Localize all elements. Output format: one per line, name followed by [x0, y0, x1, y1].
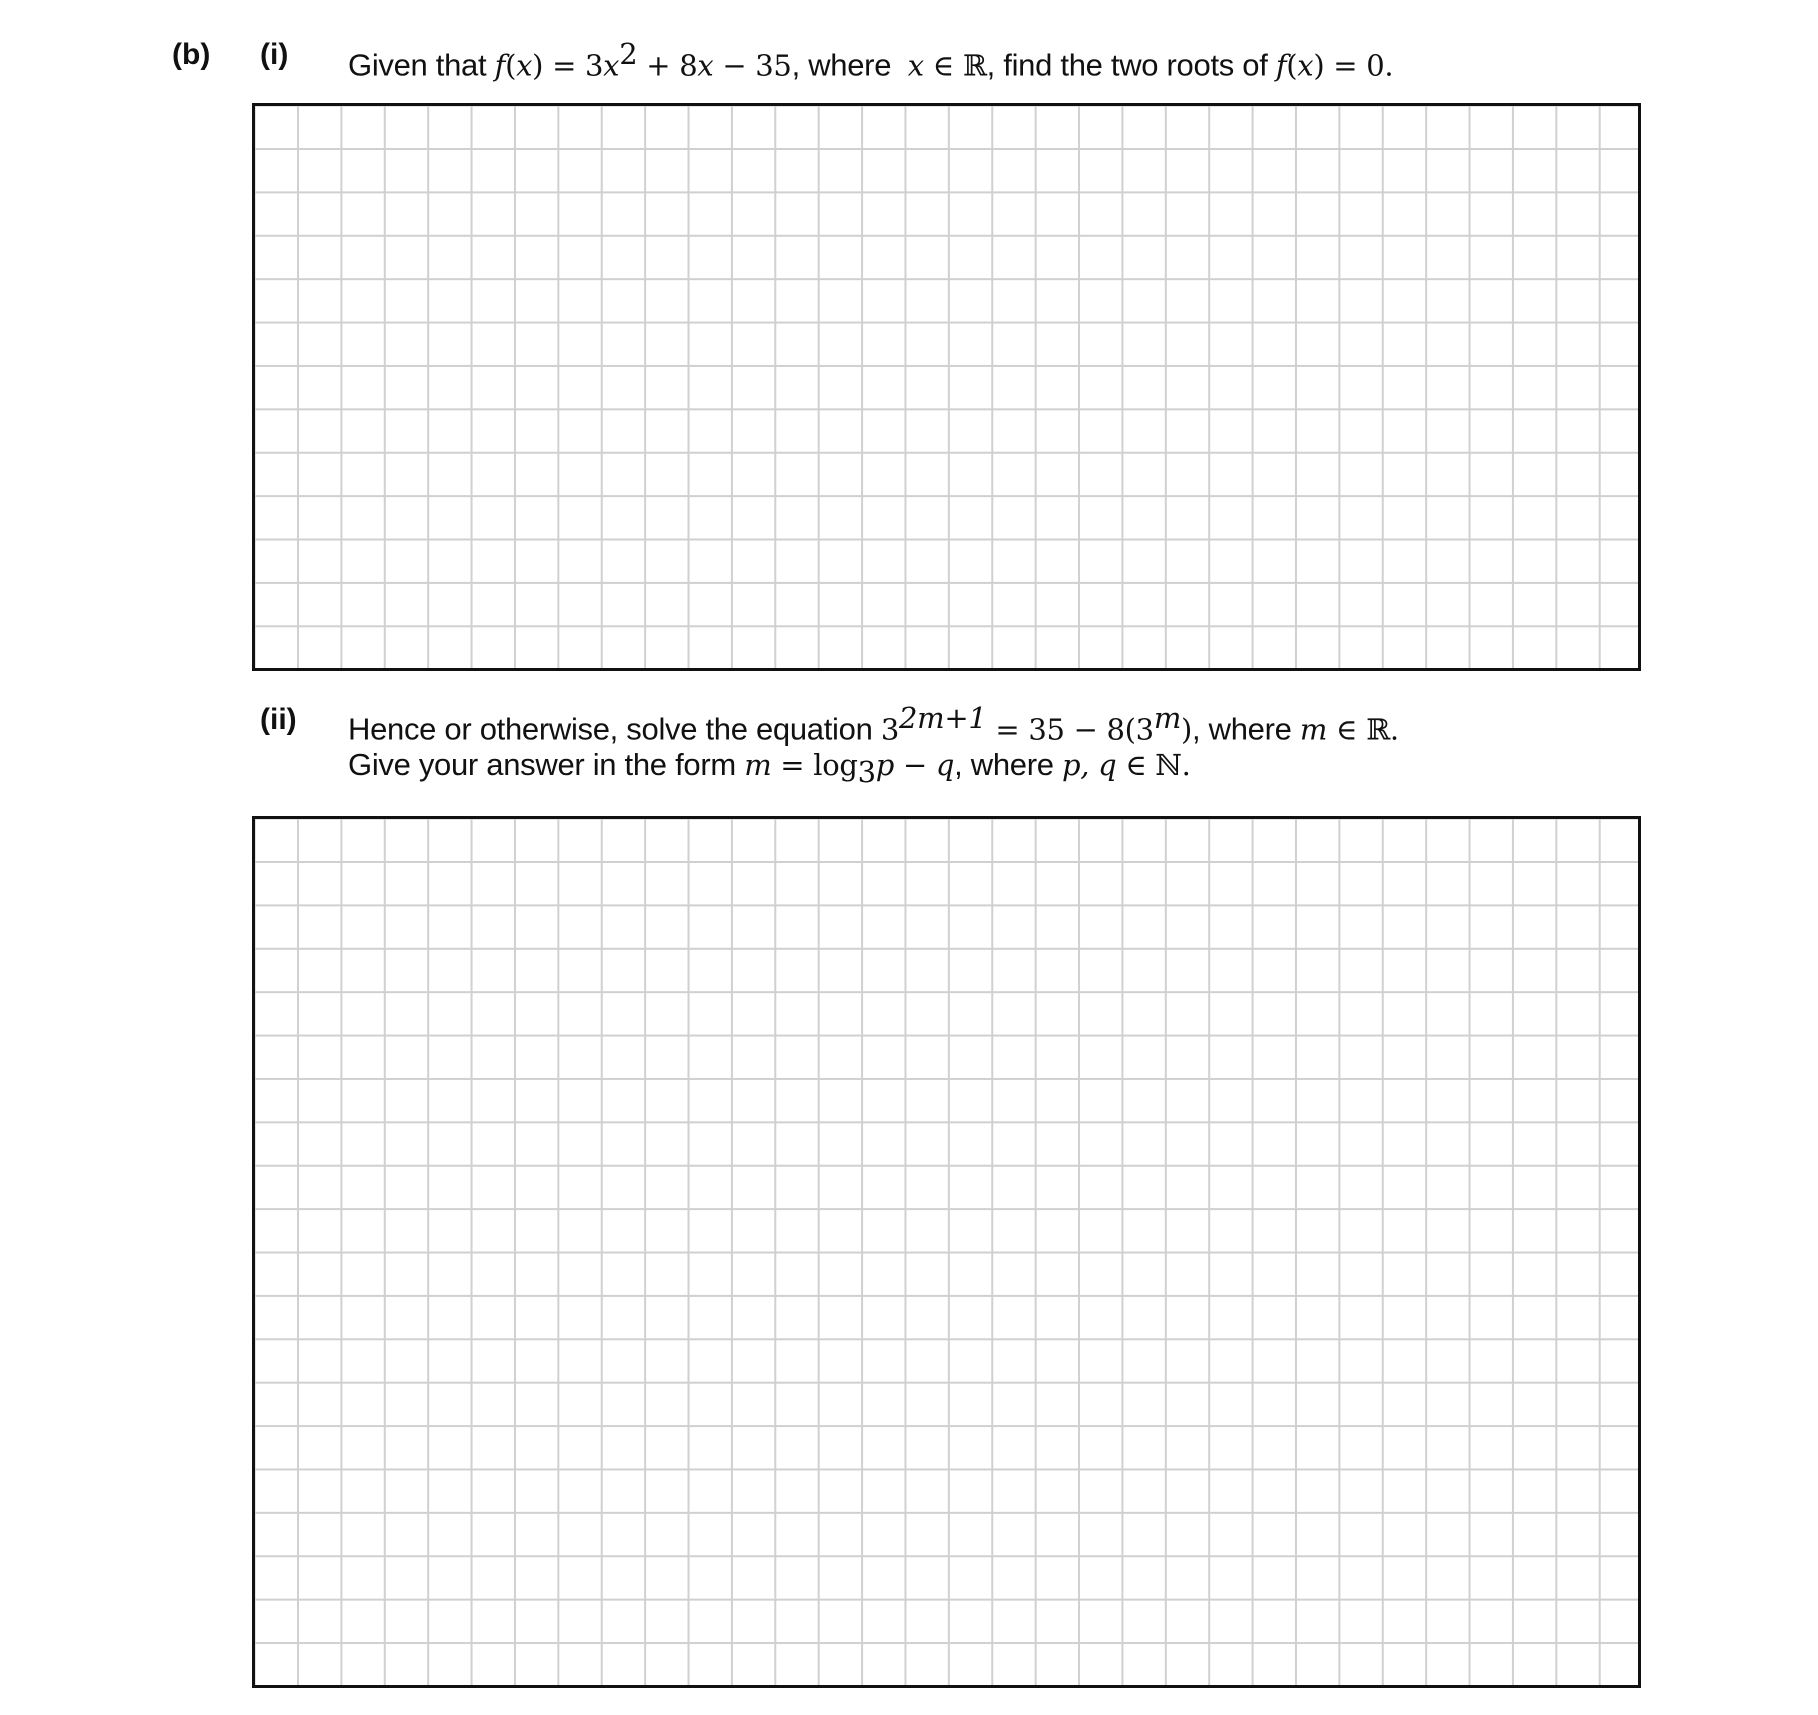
math-f: f [1275, 48, 1287, 83]
math-exp: m [1153, 701, 1182, 735]
math-f: f [494, 48, 506, 83]
question-i-text [348, 37, 1393, 83]
math-set: ∈ ℝ. [1327, 712, 1399, 747]
q-text: , find the two roots of [986, 47, 1276, 83]
q-text: Given that [348, 47, 495, 83]
math-x: x [907, 48, 924, 83]
math-x-paren: (x) [1286, 48, 1325, 83]
math-m: m [1299, 712, 1328, 747]
math-term: − 35 [713, 48, 792, 83]
q-text: , where [954, 747, 1063, 782]
answer-box-ii[interactable] [252, 816, 1641, 1688]
math-pq: p, q [1062, 748, 1117, 782]
math-base: 3 [880, 712, 900, 747]
math-rhs: = 35 − 8(3 [986, 712, 1154, 747]
math-log: = log [771, 748, 858, 782]
q-text: , where [791, 47, 900, 83]
math-minus: − [894, 748, 936, 782]
q-text: Give your answer in the form [348, 747, 745, 782]
math-set: ∈ ℝ [923, 48, 987, 83]
math-x-paren: (x) [505, 48, 544, 83]
q-text: Hence or otherwise, solve the equation [348, 711, 881, 747]
math-set: ∈ ℕ. [1116, 748, 1191, 782]
part-i-label: (i) [260, 38, 289, 71]
math-eq: = 0. [1324, 48, 1394, 83]
math-eq: = 3 [543, 48, 604, 83]
math-log-base: 3 [857, 755, 876, 790]
math-q: q [935, 748, 955, 782]
math-p: p [875, 748, 895, 782]
question-ii-line-2 [348, 747, 1191, 789]
math-paren: ) [1181, 712, 1193, 747]
math-x: x [697, 48, 714, 83]
math-exp: 2m+1 [899, 701, 987, 735]
math-exp: 2 [619, 37, 638, 71]
q-text: , where [1192, 711, 1300, 747]
math-m: m [744, 748, 772, 782]
answer-box-i[interactable] [252, 103, 1641, 671]
part-ii-label: (ii) [260, 703, 297, 736]
question-ii-line-1 [348, 701, 1399, 747]
math-x: x [603, 48, 620, 83]
math-term: + 8 [637, 48, 698, 83]
part-b-label: (b) [172, 38, 211, 71]
